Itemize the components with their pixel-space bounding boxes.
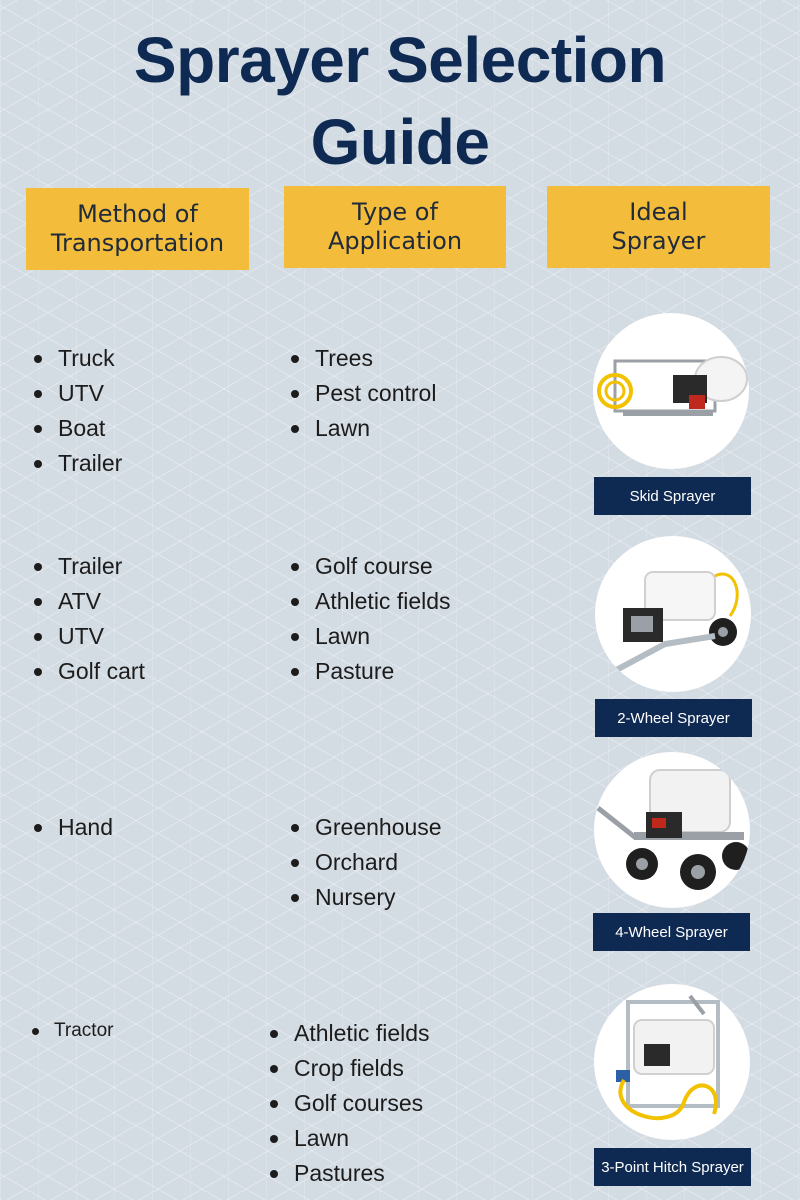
row-1-transport-list [34, 341, 122, 481]
header-type-of-application [284, 186, 506, 268]
list-item: UTV [34, 619, 145, 654]
header-method-of-transportation [26, 188, 249, 270]
list-item: UTV [34, 376, 122, 411]
header-ideal-label: Ideal Sprayer [611, 198, 706, 255]
row-3-transport-list [34, 810, 113, 845]
list-item: Pest control [291, 376, 436, 411]
skid-sprayer-label: Skid Sprayer [594, 477, 751, 515]
list-item: Trees [291, 341, 436, 376]
list-item: Crop fields [270, 1051, 430, 1086]
row-2-application-list [291, 549, 451, 689]
list-item: Trailer [34, 446, 122, 481]
list-item: Lawn [270, 1121, 430, 1156]
list-item: Pasture [291, 654, 451, 689]
row-1-application-list [291, 341, 436, 446]
three-point-hitch-sprayer-label: 3-Point Hitch Sprayer [594, 1148, 751, 1186]
header-ideal-sprayer [547, 186, 770, 268]
row-4-application-list [270, 1016, 430, 1191]
skid-sprayer-image [593, 313, 749, 469]
list-item: Greenhouse [291, 810, 442, 845]
three-point-hitch-sprayer-image [594, 984, 750, 1140]
list-item: ATV [34, 584, 145, 619]
page-title-line-2: Guide [310, 106, 490, 178]
list-item: Trailer [34, 549, 145, 584]
four-wheel-sprayer-image [594, 752, 750, 908]
list-item: Tractor [32, 1013, 113, 1048]
list-item: Orchard [291, 845, 442, 880]
list-item: Nursery [291, 880, 442, 915]
two-wheel-sprayer-label: 2-Wheel Sprayer [595, 699, 752, 737]
list-item: Golf cart [34, 654, 145, 689]
list-item: Hand [34, 810, 113, 845]
list-item: Athletic fields [270, 1016, 430, 1051]
list-item: Boat [34, 411, 122, 446]
list-item: Lawn [291, 619, 451, 654]
list-item: Lawn [291, 411, 436, 446]
header-method-label: Method of Transportation [50, 200, 225, 257]
row-2-transport-list [34, 549, 145, 689]
list-item: Golf courses [270, 1086, 430, 1121]
list-item: Pastures [270, 1156, 430, 1191]
list-item: Athletic fields [291, 584, 451, 619]
list-item: Golf course [291, 549, 451, 584]
list-item: Truck [34, 341, 122, 376]
row-3-application-list [291, 810, 442, 915]
two-wheel-sprayer-image [595, 536, 751, 692]
row-4-transport-list [32, 1013, 113, 1048]
page-title-line-1: Sprayer Selection [133, 24, 667, 96]
four-wheel-sprayer-label: 4-Wheel Sprayer [593, 913, 750, 951]
header-type-label: Type of Application [327, 198, 463, 255]
